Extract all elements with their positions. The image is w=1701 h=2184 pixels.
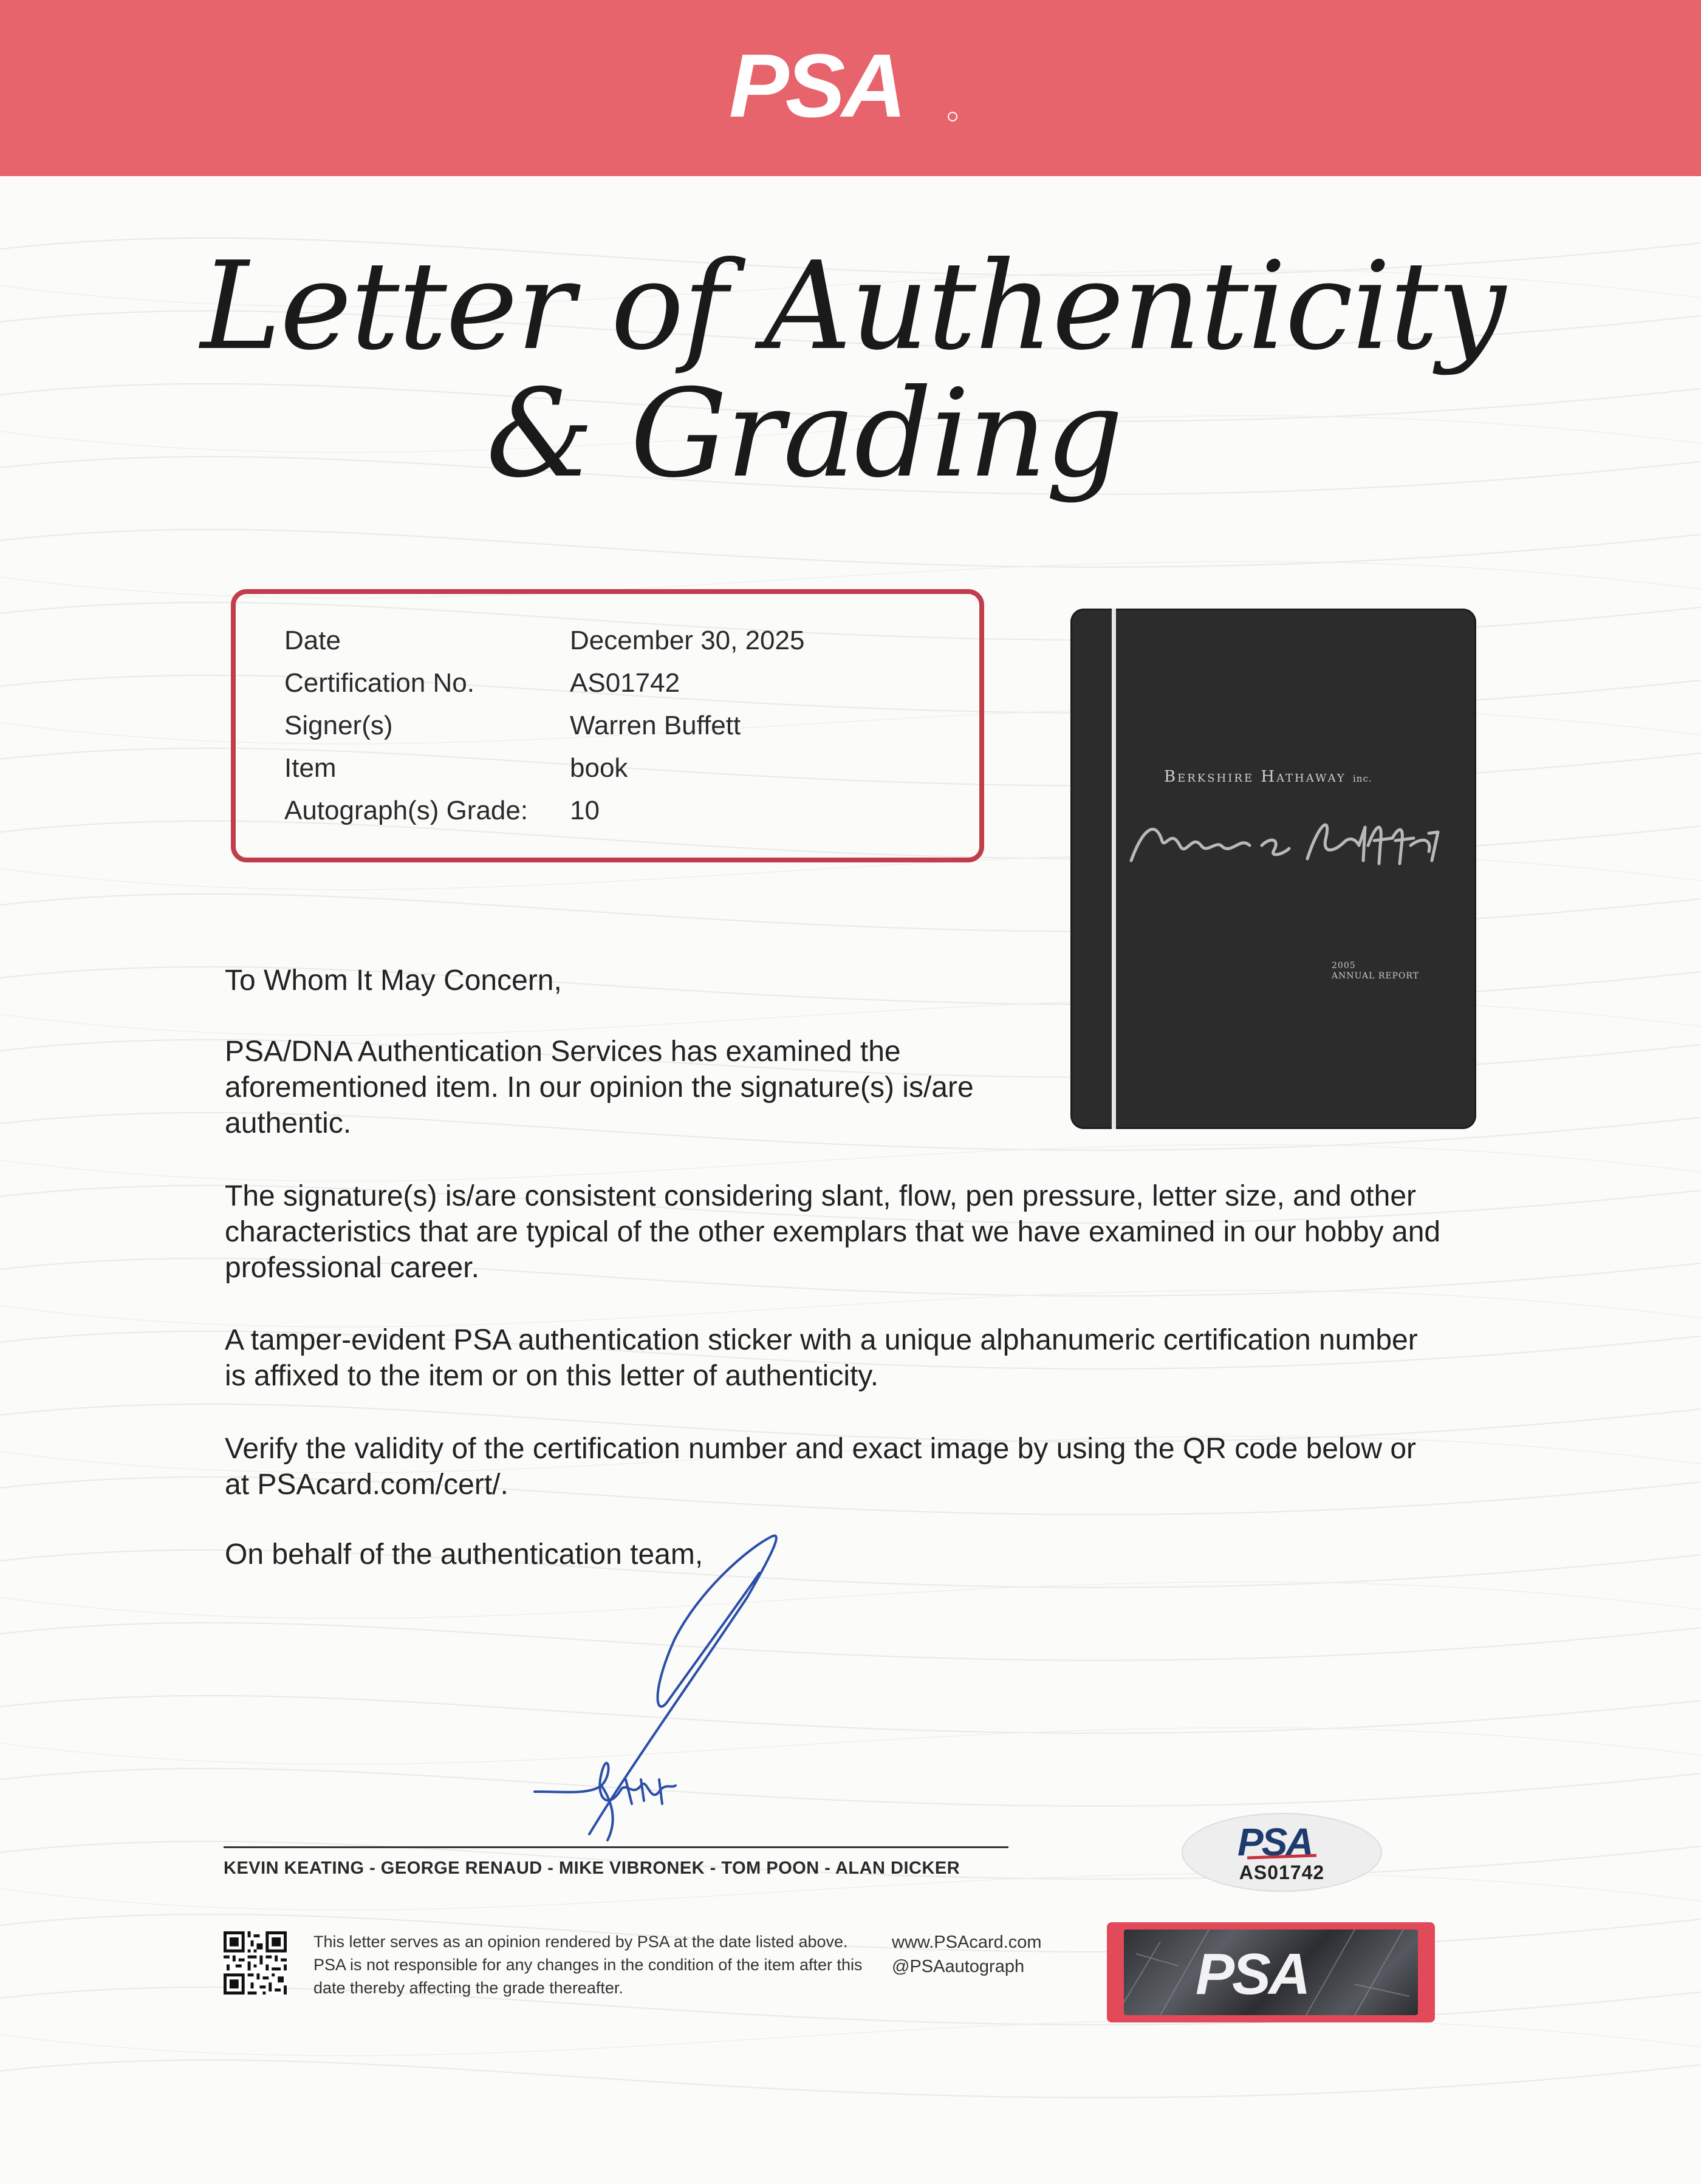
detail-value: book: [570, 753, 628, 783]
detail-label: Signer(s): [284, 711, 393, 740]
hologram-logo-text: PSA: [1196, 1944, 1309, 2002]
detail-label: Autograph(s) Grade:: [284, 796, 529, 825]
sticker-cert-number: AS01742: [1239, 1862, 1325, 1883]
book-company-suffix: inc.: [1353, 773, 1372, 784]
letter-paragraph-3: A tamper-evident PSA authentication sticker with a unique alphanumeric certification number is affixed to the item or on this letter of authenticity.: [225, 1324, 1418, 1392]
hologram-foil: [1124, 1930, 1418, 2015]
title-line-1: Letter of Authenticity: [200, 236, 1505, 377]
hologram-psa-logo: [1196, 1944, 1354, 2002]
book-spine-stripe: [1112, 609, 1116, 1129]
detail-value: Warren Buffett: [570, 711, 741, 740]
letter-paragraph-1: PSA/DNA Authentication Services has examined the aforementioned item. In our opinion the signature(s) is/are authentic.: [225, 1036, 974, 1139]
sticker-logo-text: PSA: [1237, 1821, 1312, 1862]
signature-line: [224, 1846, 1008, 1848]
detail-value: AS01742: [570, 668, 680, 698]
detail-value: 10: [570, 796, 600, 825]
authentication-sticker: [1182, 1813, 1382, 1892]
certificate-details-box: [231, 589, 984, 862]
book-company-text: Berkshire Hathaway: [1164, 768, 1346, 786]
letter-closing: On behalf of the authentication team,: [225, 1538, 703, 1571]
autograph-signature: [1125, 803, 1453, 876]
footer-contact: [892, 1930, 1042, 1979]
website-link[interactable]: www.PSAcard.com: [892, 1933, 1042, 1952]
sticker-psa-logo: [1237, 1821, 1329, 1862]
social-handle[interactable]: @PSAautograph: [892, 1957, 1025, 1976]
detail-label: Date: [284, 626, 341, 655]
authentication-team-names: KEVIN KEATING - GEORGE RENAUD - MIKE VIBRONEK - TOM POON - ALAN DICKER: [224, 1858, 960, 1878]
footer-disclaimer: This letter serves as an opinion rendered by PSA at the date listed above. PSA is not responsible for any changes in the condition of the item after this date thereby affecting the grade thereafter.: [313, 1933, 863, 1997]
authenticator-signature: [516, 1518, 857, 1858]
detail-label: Item: [284, 753, 337, 783]
item-photo-book: [1070, 609, 1476, 1129]
detail-label: Certification No.: [284, 668, 475, 698]
letter-salutation: To Whom It May Concern,: [225, 964, 562, 997]
letter-paragraph-2: The signature(s) is/are consistent considering slant, flow, pen pressure, letter size, and other characteristics that are typical of the other exemplars that we have examined in our hobby and professional career.: [225, 1180, 1441, 1284]
detail-value: December 30, 2025: [570, 626, 805, 655]
hologram-sticker: [1107, 1922, 1435, 2022]
letter-paragraph-4: Verify the validity of the certification number and exact image by using the QR code below or at PSAcard.com/cert/.: [225, 1433, 1417, 1501]
page-title: [200, 236, 1505, 505]
book-company-name: [1164, 768, 1372, 786]
psa-logo: [729, 43, 972, 134]
book-report-title: ANNUAL REPORT: [1332, 971, 1420, 981]
title-line-2: & Grading: [486, 363, 1123, 505]
book-report-year: 2005: [1332, 961, 1356, 971]
psa-logo-text: PSA: [729, 43, 903, 134]
header-band: [0, 0, 1701, 176]
verification-qr-code[interactable]: [224, 1931, 287, 1995]
